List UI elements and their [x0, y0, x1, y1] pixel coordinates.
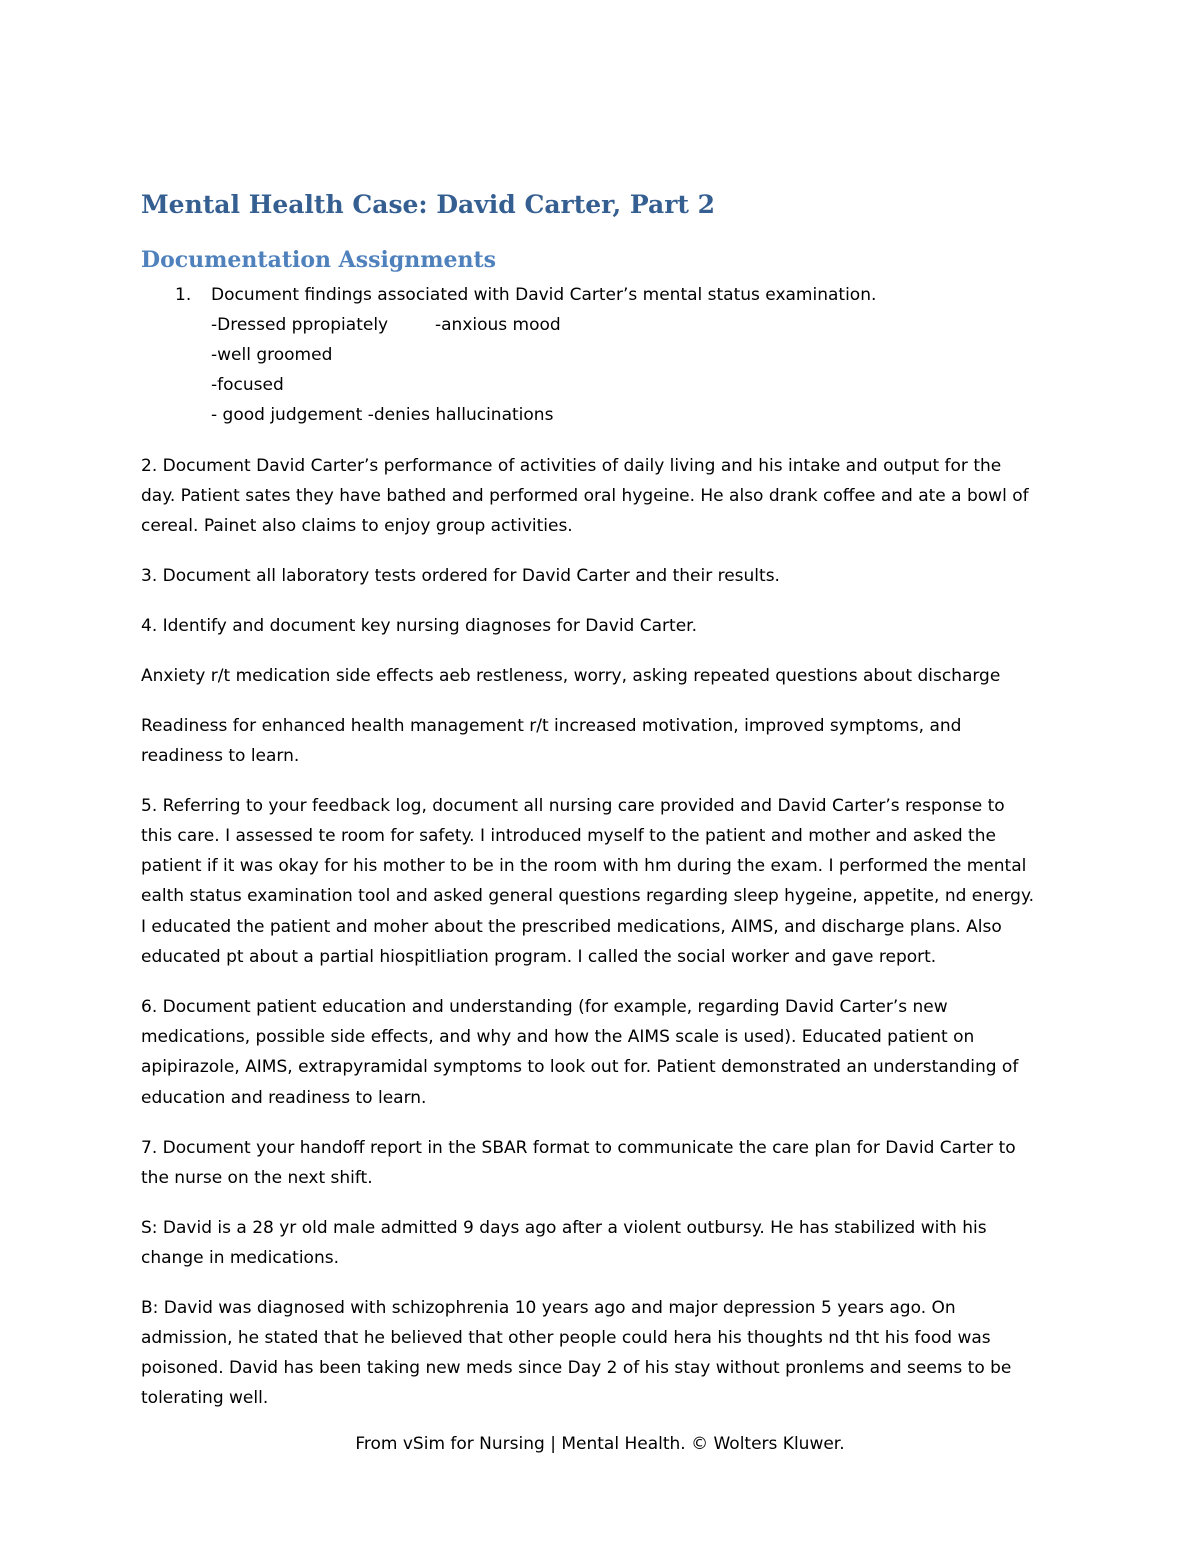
item7-line: 7. Document your handoff report in the SBAR format to communicate the care plan for David Carter to [141, 1138, 1016, 1158]
item6-line: apipirazole, AIMS, extrapyramidal symptoms to look out for. Patient demonstrated an understanding of [141, 1057, 1019, 1077]
diagnosis-readiness: readiness to learn. [141, 746, 300, 766]
finding-groomed: -well groomed [211, 345, 333, 365]
item5-line: educated pt about a partial hiospitliation program. I called the social worker and gave report. [141, 947, 937, 967]
sbar-background-line: B: David was diagnosed with schizophrenia 10 years ago and major depression 5 years ago. On [141, 1298, 956, 1318]
item5-line: this care. I assessed te room for safety. I introduced myself to the patient and mother and asked the [141, 826, 996, 846]
sbar-background-line: tolerating well. [141, 1388, 269, 1408]
page-title: Mental Health Case: David Carter, Part 2 [141, 190, 716, 219]
item2-line: cereal. Painet also claims to enjoy group activities. [141, 516, 573, 536]
item5-line: 5. Referring to your feedback log, document all nursing care provided and David Carter’s response to [141, 796, 1005, 816]
page-footer: From vSim for Nursing | Mental Health. © Wolters Kluwer. [355, 1434, 845, 1454]
finding-dressed: -Dressed ppropiately [211, 315, 389, 335]
sbar-background-line: poisoned. David has been taking new meds since Day 2 of his stay without pronlems and seems to be [141, 1358, 1012, 1378]
item6-line: education and readiness to learn. [141, 1088, 427, 1108]
item5-line: ealth status examination tool and asked general questions regarding sleep hygeine, appetite, nd energy. [141, 886, 1034, 906]
item6-line: 6. Document patient education and understanding (for example, regarding David Carter’s new [141, 997, 948, 1017]
item5-line: patient if it was okay for his mother to be in the room with hm during the exam. I performed the mental [141, 856, 1027, 876]
item5-line: I educated the patient and moher about the prescribed medications, AIMS, and discharge plans. Also [141, 917, 1002, 937]
item1-prompt: Document findings associated with David Carter’s mental status examination. [211, 285, 877, 305]
sbar-situation-line: change in medications. [141, 1248, 339, 1268]
diagnosis-readiness: Readiness for enhanced health management r/t increased motivation, improved symptoms, and [141, 716, 962, 736]
item6-line: medications, possible side effects, and why and how the AIMS scale is used). Educated patient on [141, 1027, 975, 1047]
item2-line: 2. Document David Carter’s performance of activities of daily living and his intake and output for the [141, 456, 1002, 476]
diagnosis-anxiety: Anxiety r/t medication side effects aeb restleness, worry, asking repeated questions about discharge [141, 666, 1001, 686]
finding-mood: -anxious mood [435, 315, 561, 335]
sbar-background-line: admission, he stated that he believed that other people could hera his thoughts nd tht his food was [141, 1328, 991, 1348]
section-heading: Documentation Assignments [141, 247, 497, 273]
item1-number: 1. [175, 285, 192, 305]
item2-line: day. Patient sates they have bathed and performed oral hygeine. He also drank coffee and ate a bowl of [141, 486, 1029, 506]
item3-line: 3. Document all laboratory tests ordered for David Carter and their results. [141, 566, 780, 586]
finding-focused: -focused [211, 375, 284, 395]
sbar-situation-line: S: David is a 28 yr old male admitted 9 days ago after a violent outbursy. He has stabilized with his [141, 1218, 987, 1238]
item7-line: the nurse on the next shift. [141, 1168, 373, 1188]
item4-line: 4. Identify and document key nursing diagnoses for David Carter. [141, 616, 697, 636]
finding-judgement: - good judgement -denies hallucinations [211, 405, 554, 425]
